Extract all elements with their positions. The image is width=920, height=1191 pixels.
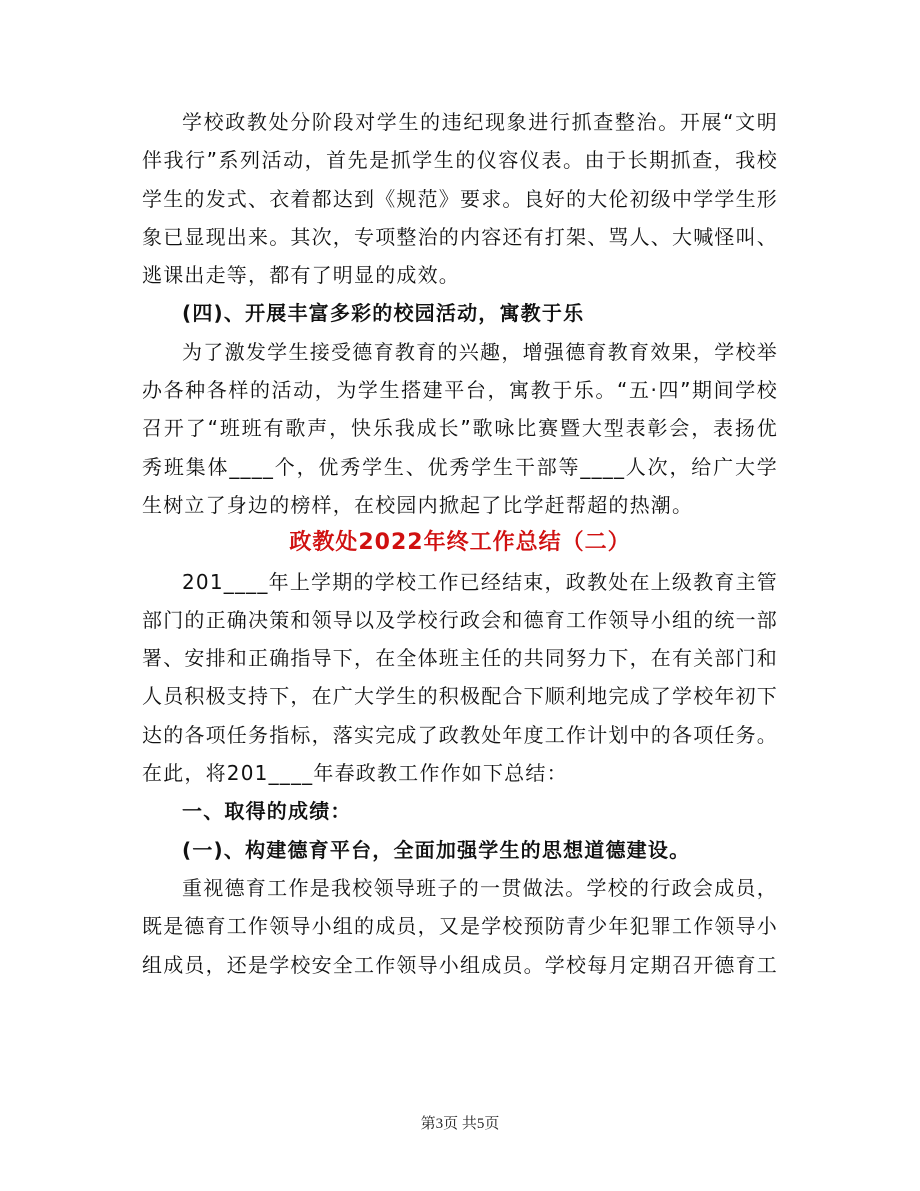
subsection-heading: (一)、构建德育平台，全面加强学生的思想道德建设。 <box>182 837 691 862</box>
body-paragraph: 为了激发学生接受德育教育的兴趣，增强德育教育效果，学校举办各种各样的活动，为学生搭建平台，寓教于乐。“五·四”期间学校召开了“班班有歌声，快乐我成长”歌咏比赛暨大型表彰会，表扬优秀班集体____个，优秀学生、优秀学生干部等____人次，给广大学生树立了身边的榜样，在校园内掀起了比学赶帮超的热潮。 <box>142 339 778 517</box>
section-heading: (四)、开展丰富多彩的校园活动，寓教于乐 <box>182 301 585 326</box>
document-body <box>142 103 778 984</box>
document-title: 政教处2022年终工作总结（二） <box>289 530 631 556</box>
page-number-footer: 第3页 共5页 <box>420 1116 500 1132</box>
section-heading: 一、取得的成绩： <box>182 799 352 824</box>
body-paragraph: 学校政教处分阶段对学生的违纪现象进行抓查整治。开展“文明伴我行”系列活动，首先是抓学生的仪容仪表。由于长期抓查，我校学生的发式、衣着都达到《规范》要求。良好的大伦初级中学学生形象已显现出来。其次，专项整治的内容还有打架、骂人、大喊怪叫、逃课出走等，都有了明显的成效。 <box>142 110 778 288</box>
body-paragraph: 重视德育工作是我校领导班子的一贯做法。学校的行政会成员，既是德育工作领导小组的成员，又是学校预防青少年犯罪工作领导小组成员，还是学校安全工作领导小组成员。学校每月定期召开德育工 <box>142 875 778 977</box>
body-paragraph: 201____年上学期的学校工作已经结束，政教处在上级教育主管部门的正确决策和领导以及学校行政会和德育工作领导小组的统一部署、安排和正确指导下，在全体班主任的共同努力下，在有关部门和人员积极支持下，在广大学生的积极配合下顺利地完成了学校年初下达的各项任务指标，落实完成了政教处年度工作计划中的各项任务。在此，将201____年春政教工作作如下总结： <box>142 569 778 786</box>
